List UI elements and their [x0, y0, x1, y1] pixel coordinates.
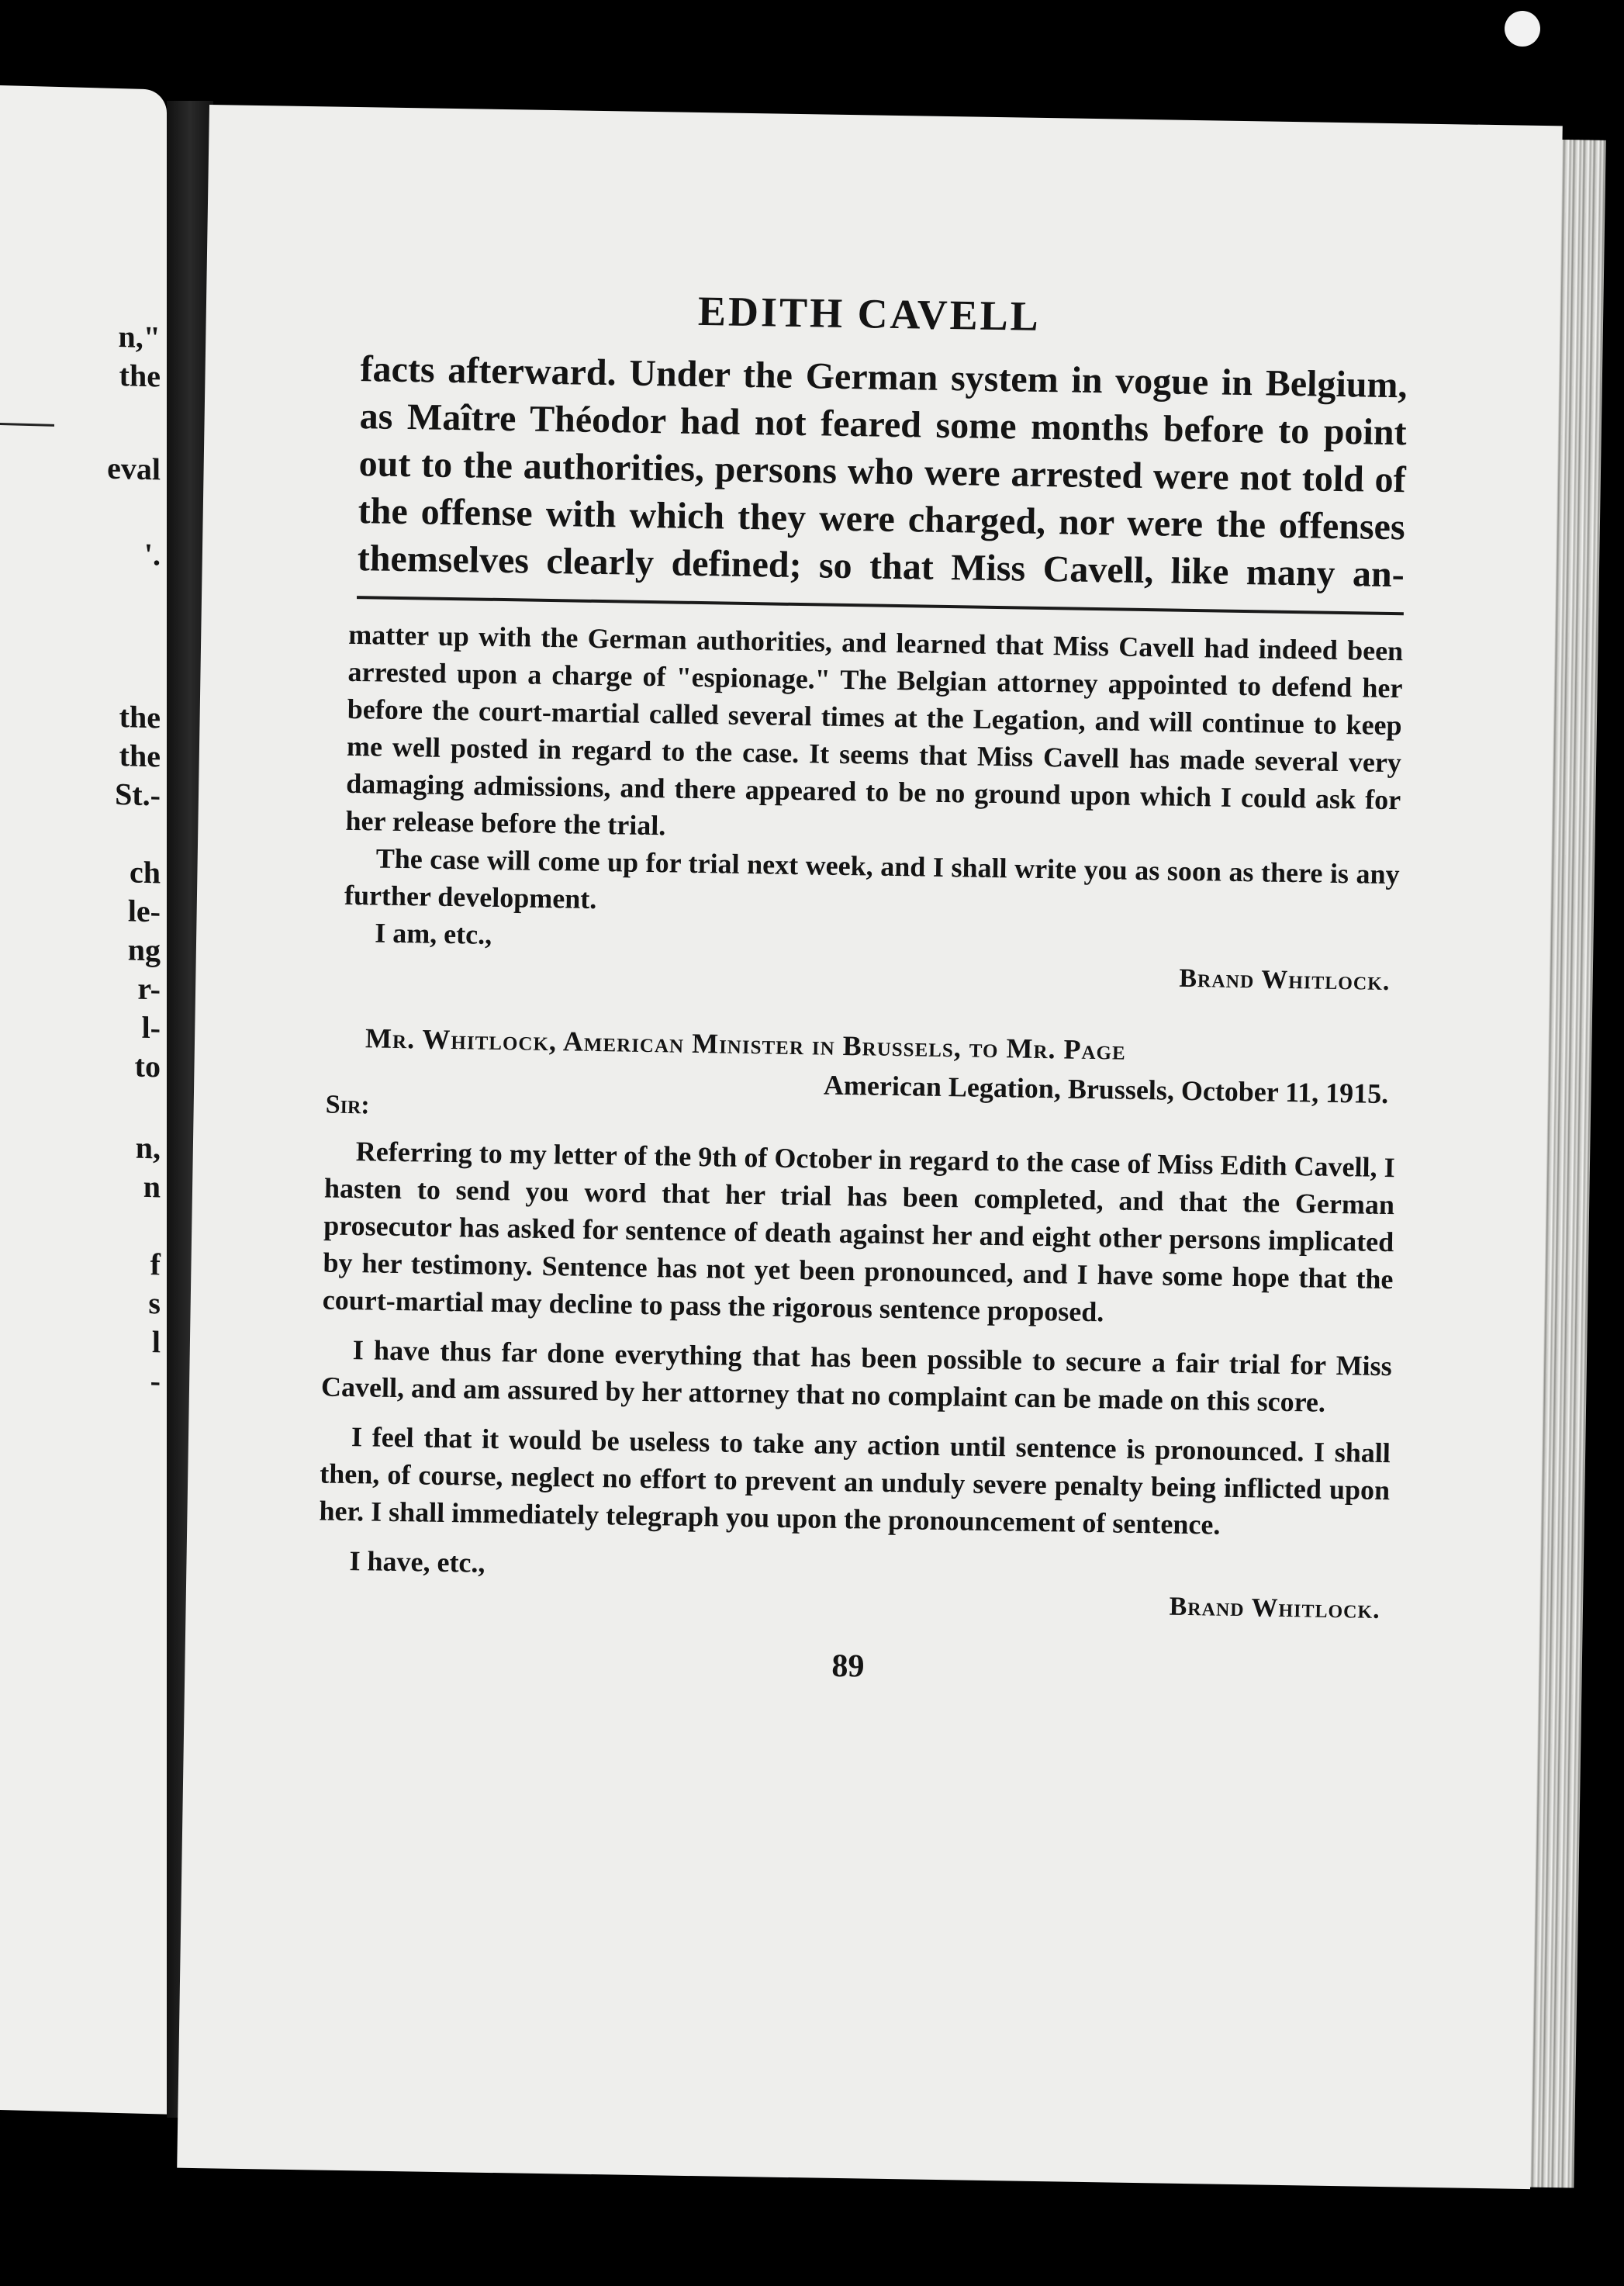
left-fragment: to	[134, 1048, 161, 1084]
letter-paragraph: I have thus far done everything that has been possible to secure a fair trial for Miss Cavell, and am assured by her attorney that no complaint can be made on this score.	[320, 1334, 1392, 1418]
left-fragment: ch	[130, 854, 161, 891]
footnote-rule	[357, 596, 1404, 615]
left-fragment: n,"	[118, 318, 161, 355]
left-fragment: f	[150, 1247, 161, 1282]
left-fragment: '.	[143, 536, 161, 572]
left-fragment: the	[119, 358, 161, 394]
letter-signature: Brand Whitlock.	[1169, 1592, 1380, 1624]
left-fragment: r-	[137, 970, 161, 1007]
book-page	[177, 105, 1563, 2189]
left-fragment: the	[119, 738, 161, 774]
left-fragment: le-	[127, 893, 161, 929]
left-page-fragment	[0, 85, 167, 2115]
note-paragraph: matter up with the German authorities, and learned that Miss Cavell had indeed been arrested upon a charge of "espionage." The Belgian attorney appointed to defend her before the court-martial called several times at the Legation, and will continue to keep me well posted in regard to the case. It seems that Miss Cavell has made several very damaging admissions, and there appeared to be no ground upon which I could ask for her release before the trial.	[345, 618, 1404, 842]
letter-closing: I have, etc.,	[349, 1545, 485, 1579]
left-rule	[0, 423, 54, 427]
left-fragment: ng	[127, 932, 161, 968]
letter-dateline: American Legation, Brussels, October 11, 1915.	[823, 1069, 1389, 1110]
left-fragment: the	[119, 699, 161, 735]
note-signature: Brand Whitlock.	[1179, 963, 1391, 997]
page-number: 89	[831, 1648, 865, 1685]
left-fragment: s	[148, 1285, 161, 1321]
left-fragment: l-	[141, 1009, 161, 1046]
left-fragment: -	[150, 1363, 161, 1399]
letter-paragraph: Referring to my letter of the 9th of October in regard to the case of Miss Edith Cavell, I hasten to send you word that her trial has been completed, and that the German prosecutor has asked for sentence of death against her and eight other persons implicated by her testimony. Sentence has not yet been pronounced, and I have some hope that the court-martial may decline to pass the rigorous sentence proposed.	[322, 1136, 1395, 1328]
letter-heading-text: Mr. Whitlock, American Minister in Brussels, to Mr. Page	[365, 1022, 1127, 1066]
running-head: EDITH CAVELL	[697, 287, 1042, 340]
letter-salutation: Sir:	[325, 1090, 370, 1120]
left-fragment: n	[143, 1168, 161, 1205]
left-fragment: l	[151, 1324, 161, 1360]
left-fragment: n,	[135, 1129, 161, 1166]
left-fragment: St.-	[115, 776, 161, 813]
letter-paragraph: I feel that it would be useless to take any action until sentence is pronounced. I shall then, of course, neglect no effort to prevent an unduly severe penalty being inflicted upon her. I shall immediately telegraph you upon the pronouncement of sentence.	[319, 1421, 1391, 1541]
note-closing: I am, etc.,	[374, 917, 492, 950]
page-content	[309, 281, 1408, 1693]
main-text: facts afterward. Under the German system in vogue in Belgium, as Maître Théodor had not feared some months before to point out to the authorities, persons who were arrested were not told of the offense with which they were charged, nor were the offenses themselves clearly defined; so that Miss Cavell, like many an-	[357, 348, 1408, 596]
left-fragment: eval	[107, 450, 161, 487]
scan-artifact-dot	[1505, 11, 1540, 47]
note-paragraph: The case will come up for trial next week, and I shall write you as soon as there is any further development.	[344, 842, 1400, 915]
